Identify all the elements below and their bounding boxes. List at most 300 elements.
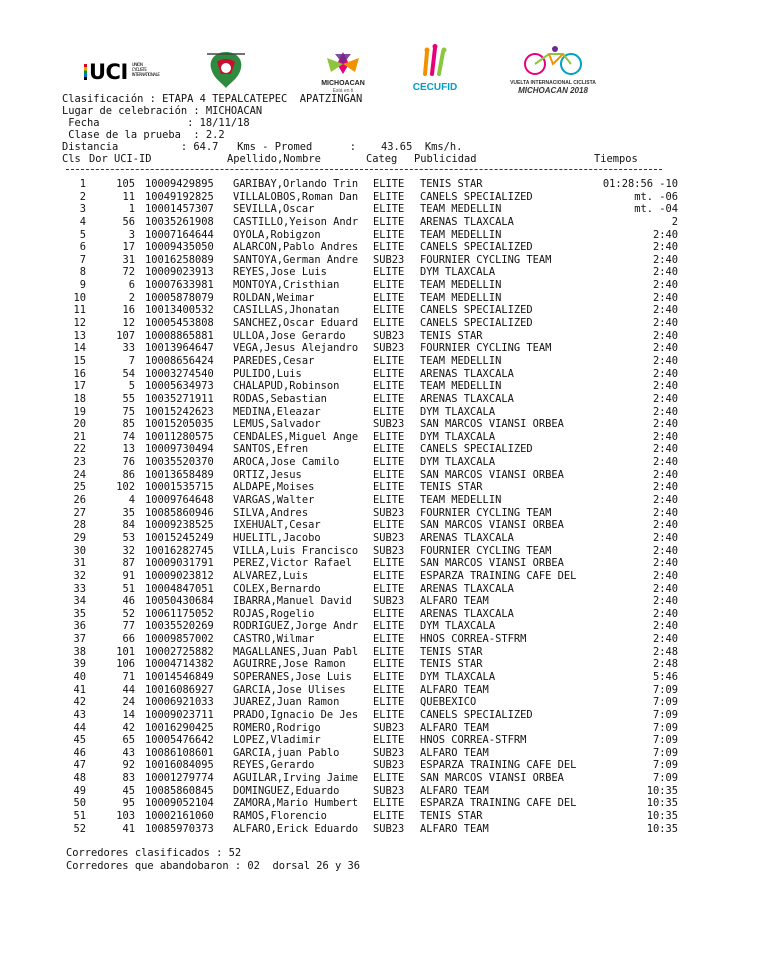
rank-cell: 40	[73, 670, 86, 683]
team-cell: DYM TLAXCALA	[420, 430, 496, 443]
table-row	[0, 178, 768, 191]
category-cell: ELITE	[373, 557, 405, 570]
uci-id-cell: 10004714382	[145, 658, 214, 671]
fmc-logo	[203, 48, 249, 92]
bib-cell: 11	[122, 190, 135, 203]
category-cell: SUB23	[373, 544, 405, 557]
category-cell: SUB23	[373, 784, 405, 797]
table-row	[0, 684, 768, 697]
category-cell: SUB23	[373, 759, 405, 772]
rider-name-cell: LEMUS,Salvador	[233, 418, 321, 431]
table-row	[0, 545, 768, 558]
category-cell: ELITE	[373, 683, 405, 696]
uci-id-cell: 10006921033	[145, 696, 214, 709]
table-row	[0, 658, 768, 671]
table-row	[0, 747, 768, 760]
bib-cell: 13	[122, 443, 135, 456]
table-row	[0, 633, 768, 646]
bib-cell: 74	[122, 430, 135, 443]
team-cell: QUEBEXICO	[420, 696, 477, 709]
team-cell: CANELS SPECIALIZED	[420, 241, 533, 254]
time-cell: 10:35	[646, 797, 678, 810]
category-cell: ELITE	[373, 797, 405, 810]
rider-name-cell: CASTILLO,Yeison Andr	[233, 215, 359, 228]
rank-cell: 49	[73, 784, 86, 797]
table-row	[0, 570, 768, 583]
time-cell: 2:40	[652, 354, 678, 367]
uci-id-cell: 10009031791	[145, 557, 214, 570]
team-cell: ALFARO TEAM	[420, 721, 489, 734]
bib-cell: 31	[122, 253, 135, 266]
rider-name-cell: SOPERANES,Jose Luis	[233, 670, 352, 683]
time-cell: 2:40	[652, 392, 678, 405]
uci-id-cell: 10016290425	[145, 721, 214, 734]
bib-cell: 12	[122, 317, 135, 330]
rider-name-cell: COLEX,Bernardo	[233, 582, 321, 595]
bib-cell: 1	[128, 203, 135, 216]
table-row	[0, 317, 768, 330]
rider-name-cell: SEVILLA,Oscar	[233, 203, 315, 216]
rider-name-cell: ALDAPE,Moises	[233, 481, 315, 494]
table-row	[0, 330, 768, 343]
bib-cell: 72	[122, 266, 135, 279]
time-cell: 2:40	[652, 279, 678, 292]
category-cell: SUB23	[373, 253, 405, 266]
table-row	[0, 229, 768, 242]
rider-name-cell: VILLA,Luis Francisco	[233, 544, 359, 557]
team-cell: TEAM MEDELLIN	[420, 494, 502, 507]
time-cell: 2:40	[652, 557, 678, 570]
bib-cell: 41	[122, 822, 135, 835]
distance-line: Distancia : 64.7 Kms - Promed : 43.65 Kms/h.	[62, 141, 463, 153]
time-cell: 2:40	[652, 481, 678, 494]
date-line: Fecha : 18/11/18	[62, 117, 250, 129]
category-cell: ELITE	[373, 607, 405, 620]
category-cell: ELITE	[373, 291, 405, 304]
time-cell: mt. -04	[634, 203, 678, 216]
team-cell: ARENAS TLAXCALA	[420, 392, 514, 405]
rider-name-cell: MONTOYA,Cristhian	[233, 279, 340, 292]
table-row	[0, 557, 768, 570]
uci-id-cell: 10015245249	[145, 531, 214, 544]
category-cell: SUB23	[373, 506, 405, 519]
rider-name-cell: ORTIZ,Jesus	[233, 468, 302, 481]
rider-name-cell: OYOLA,Robigzon	[233, 228, 321, 241]
uci-id-cell: 10013400532	[145, 304, 214, 317]
time-cell: 10:35	[646, 810, 678, 823]
rank-cell: 1	[79, 178, 86, 190]
category-cell: ELITE	[373, 405, 405, 418]
uci-id-cell: 10016084095	[145, 759, 214, 772]
table-row	[0, 797, 768, 810]
table-row	[0, 342, 768, 355]
team-cell: DYM TLAXCALA	[420, 670, 496, 683]
team-cell: DYM TLAXCALA	[420, 405, 496, 418]
rank-cell: 12	[73, 317, 86, 330]
rider-name-cell: LOPEZ,Vladimir	[233, 734, 321, 747]
uci-id-cell: 10009052104	[145, 797, 214, 810]
time-cell: 7:09	[652, 683, 678, 696]
uci-id-cell: 10035520269	[145, 620, 214, 633]
rider-name-cell: REYES,Jose Luis	[233, 266, 327, 279]
table-row	[0, 583, 768, 596]
classification-title: Clasificación : ETAPA 4 TEPALCATEPEC APATZINGAN	[62, 93, 363, 105]
category-cell: ELITE	[373, 304, 405, 317]
team-cell: TEAM MEDELLIN	[420, 380, 502, 393]
table-row	[0, 304, 768, 317]
bib-cell: 66	[122, 633, 135, 646]
uci-id-cell: 10050430684	[145, 595, 214, 608]
table-row	[0, 191, 768, 204]
rank-cell: 38	[73, 645, 86, 658]
rank-cell: 25	[73, 481, 86, 494]
cecufid-logo: CECUFID	[405, 44, 465, 94]
bib-cell: 42	[122, 721, 135, 734]
uci-id-cell: 10016282745	[145, 544, 214, 557]
uci-id-cell: 10005476642	[145, 734, 214, 747]
team-cell: CANELS SPECIALIZED	[420, 443, 533, 456]
rank-cell: 7	[79, 253, 86, 266]
uci-id-cell: 10001535715	[145, 481, 214, 494]
time-cell: 2:40	[652, 456, 678, 469]
rider-name-cell: GARCIA,Jose Ulises	[233, 683, 346, 696]
category-cell: ELITE	[373, 392, 405, 405]
uci-id-cell: 10002725882	[145, 645, 214, 658]
rider-name-cell: GARCIA,juan Pablo	[233, 746, 340, 759]
uci-id-cell: 10009730494	[145, 443, 214, 456]
category-cell: SUB23	[373, 531, 405, 544]
uci-id-cell: 10004847051	[145, 582, 214, 595]
time-cell: 2:40	[652, 531, 678, 544]
time-cell: 2	[671, 215, 678, 228]
category-cell: ELITE	[373, 519, 405, 532]
rider-name-cell: AROCA,Jose Camilo	[233, 456, 340, 469]
uci-id-cell: 10009023913	[145, 266, 214, 279]
bib-cell: 54	[122, 367, 135, 380]
table-row	[0, 406, 768, 419]
rank-cell: 10	[73, 291, 86, 304]
col-times: Tiempos	[594, 153, 638, 165]
uci-id-cell: 10009764648	[145, 494, 214, 507]
bib-cell: 77	[122, 620, 135, 633]
time-cell: 2:40	[652, 241, 678, 254]
team-cell: ARENAS TLAXCALA	[420, 367, 514, 380]
time-cell: 2:40	[652, 595, 678, 608]
rank-cell: 47	[73, 759, 86, 772]
team-cell: SAN MARCOS VIANSI ORBEA	[420, 557, 564, 570]
category-cell: ELITE	[373, 696, 405, 709]
category-cell: ELITE	[373, 190, 405, 203]
rank-cell: 13	[73, 329, 86, 342]
time-cell: 2:40	[652, 418, 678, 431]
table-row	[0, 494, 768, 507]
rank-cell: 14	[73, 342, 86, 355]
rank-cell: 16	[73, 367, 86, 380]
table-row	[0, 810, 768, 823]
bib-cell: 102	[116, 481, 135, 494]
category-cell: ELITE	[373, 215, 405, 228]
rider-name-cell: ROMERO,Rodrigo	[233, 721, 321, 734]
team-cell: CANELS SPECIALIZED	[420, 317, 533, 330]
bib-cell: 71	[122, 670, 135, 683]
bib-cell: 5	[128, 380, 135, 393]
category-cell: ELITE	[373, 734, 405, 747]
category-cell: ELITE	[373, 810, 405, 823]
time-cell: 2:40	[652, 291, 678, 304]
table-row	[0, 671, 768, 684]
table-row	[0, 368, 768, 381]
team-cell: ALFARO TEAM	[420, 822, 489, 835]
category-cell: ELITE	[373, 645, 405, 658]
uci-id-cell: 10085860845	[145, 784, 214, 797]
rider-name-cell: ALARCON,Pablo Andres	[233, 241, 359, 254]
uci-id-cell: 10013658489	[145, 468, 214, 481]
uci-id-cell: 10005453808	[145, 317, 214, 330]
bib-cell: 86	[122, 468, 135, 481]
rider-name-cell: SANTOS,Efren	[233, 443, 309, 456]
table-row	[0, 709, 768, 722]
table-row	[0, 608, 768, 621]
uci-logo: UCI UNION CYCLISTE INTERNATIONALE	[84, 60, 154, 84]
uci-id-cell: 10005878079	[145, 291, 214, 304]
time-cell: 2:40	[652, 253, 678, 266]
rank-cell: 51	[73, 810, 86, 823]
bib-cell: 32	[122, 544, 135, 557]
abandoned-riders: Corredores que abandobaron : 02 dorsal 26 y 36	[66, 860, 361, 872]
team-cell: FOURNIER CYCLING TEAM	[420, 253, 552, 266]
category-cell: ELITE	[373, 367, 405, 380]
team-cell: ARENAS TLAXCALA	[420, 582, 514, 595]
time-cell: 10:35	[646, 784, 678, 797]
time-cell: 7:09	[652, 759, 678, 772]
rider-name-cell: CENDALES,Miguel Ange	[233, 430, 359, 443]
team-cell: DYM TLAXCALA	[420, 456, 496, 469]
rider-name-cell: MAGALLANES,Juan Pabl	[233, 645, 359, 658]
table-row	[0, 696, 768, 709]
rank-cell: 52	[73, 822, 86, 835]
time-cell: mt. -06	[634, 190, 678, 203]
time-cell: 7:09	[652, 708, 678, 721]
team-cell: TEAM MEDELLIN	[420, 228, 502, 241]
team-cell: ALFARO TEAM	[420, 784, 489, 797]
time-cell: 2:40	[652, 544, 678, 557]
team-cell: FOURNIER CYCLING TEAM	[420, 544, 552, 557]
uci-id-cell: 10011280575	[145, 430, 214, 443]
table-row	[0, 772, 768, 785]
bib-cell: 4	[128, 494, 135, 507]
table-row	[0, 266, 768, 279]
venue-line: Lugar de celebración : MICHOACAN	[62, 105, 263, 117]
bib-cell: 105	[116, 178, 135, 190]
bib-cell: 2	[128, 291, 135, 304]
time-cell: 2:40	[652, 317, 678, 330]
table-row	[0, 785, 768, 798]
rank-cell: 28	[73, 519, 86, 532]
uci-id-cell: 10085970373	[145, 822, 214, 835]
category-cell: ELITE	[373, 317, 405, 330]
uci-id-cell: 10009857002	[145, 633, 214, 646]
team-cell: DYM TLAXCALA	[420, 266, 496, 279]
rider-name-cell: VARGAS,Walter	[233, 494, 315, 507]
rank-cell: 50	[73, 797, 86, 810]
table-row	[0, 380, 768, 393]
team-cell: ESPARZA TRAINING CAFE DEL	[420, 759, 577, 772]
uci-id-cell: 10003274540	[145, 367, 214, 380]
rank-cell: 39	[73, 658, 86, 671]
team-cell: FOURNIER CYCLING TEAM	[420, 506, 552, 519]
uci-id-cell: 10035261908	[145, 215, 214, 228]
rider-name-cell: JUAREZ,Juan Ramon	[233, 696, 340, 709]
rider-name-cell: ROLDAN,Weimar	[233, 291, 315, 304]
table-row	[0, 456, 768, 469]
team-cell: DYM TLAXCALA	[420, 620, 496, 633]
category-cell: ELITE	[373, 569, 405, 582]
col-uci-id: UCI-ID	[114, 153, 152, 165]
rider-name-cell: DOMINGUEZ,Eduardo	[233, 784, 340, 797]
team-cell: CANELS SPECIALIZED	[420, 304, 533, 317]
rider-name-cell: REYES,Gerardo	[233, 759, 315, 772]
uci-id-cell: 10086108601	[145, 746, 214, 759]
time-cell: 2:40	[652, 405, 678, 418]
bib-cell: 106	[116, 658, 135, 671]
time-cell: 2:40	[652, 380, 678, 393]
rank-cell: 22	[73, 443, 86, 456]
team-cell: ALFARO TEAM	[420, 746, 489, 759]
uci-id-cell: 10035520370	[145, 456, 214, 469]
time-cell: 7:09	[652, 696, 678, 709]
race-class-line: Clase de la prueba : 2.2	[62, 129, 225, 141]
team-cell: TENIS STAR	[420, 329, 483, 342]
category-cell: SUB23	[373, 595, 405, 608]
rider-name-cell: ZAMORA,Mario Humbert	[233, 797, 359, 810]
rider-name-cell: ALFARO,Erick Eduardo	[233, 822, 359, 835]
time-cell: 2:40	[652, 569, 678, 582]
category-cell: ELITE	[373, 380, 405, 393]
uci-id-cell: 10009238525	[145, 519, 214, 532]
rider-name-cell: IBARRA,Manuel David	[233, 595, 352, 608]
team-cell: TENIS STAR	[420, 810, 483, 823]
category-cell: ELITE	[373, 772, 405, 785]
bib-cell: 85	[122, 418, 135, 431]
rider-name-cell: ALVAREZ,Luis	[233, 569, 309, 582]
rank-cell: 33	[73, 582, 86, 595]
table-row	[0, 507, 768, 520]
rank-cell: 19	[73, 405, 86, 418]
table-row	[0, 519, 768, 532]
category-cell: SUB23	[373, 418, 405, 431]
rider-name-cell: IXEHUALT,Cesar	[233, 519, 321, 532]
table-row	[0, 443, 768, 456]
uci-id-cell: 10009435050	[145, 241, 214, 254]
rank-cell: 18	[73, 392, 86, 405]
rank-cell: 45	[73, 734, 86, 747]
uci-id-cell: 10009023711	[145, 708, 214, 721]
category-cell: ELITE	[373, 494, 405, 507]
uci-id-cell: 10016086927	[145, 683, 214, 696]
bib-cell: 44	[122, 683, 135, 696]
category-cell: ELITE	[373, 203, 405, 216]
rider-name-cell: HUELITL,Jacobo	[233, 531, 321, 544]
rider-name-cell: RODRIGUEZ,Jorge Andr	[233, 620, 359, 633]
col-name: Apellido,Nombre	[227, 153, 321, 165]
rank-cell: 23	[73, 456, 86, 469]
table-row	[0, 481, 768, 494]
col-cls: Cls	[62, 153, 81, 165]
table-row	[0, 418, 768, 431]
bib-cell: 17	[122, 241, 135, 254]
uci-id-cell: 10016258089	[145, 253, 214, 266]
rider-name-cell: VEGA,Jesus Alejandro	[233, 342, 359, 355]
bib-cell: 84	[122, 519, 135, 532]
bib-cell: 75	[122, 405, 135, 418]
rider-name-cell: AGUIRRE,Jose Ramon	[233, 658, 346, 671]
team-cell: ARENAS TLAXCALA	[420, 607, 514, 620]
table-row	[0, 216, 768, 229]
rank-cell: 3	[79, 203, 86, 216]
bib-cell: 87	[122, 557, 135, 570]
rank-cell: 26	[73, 494, 86, 507]
team-cell: CANELS SPECIALIZED	[420, 190, 533, 203]
uci-id-cell: 10002161060	[145, 810, 214, 823]
rank-cell: 24	[73, 468, 86, 481]
category-cell: SUB23	[373, 746, 405, 759]
uci-id-cell: 10035271911	[145, 392, 214, 405]
table-row	[0, 734, 768, 747]
rider-name-cell: PRADO,Ignacio De Jes	[233, 708, 359, 721]
uci-id-cell: 10013964647	[145, 342, 214, 355]
bib-cell: 76	[122, 456, 135, 469]
team-cell: HNOS CORREA-STFRM	[420, 734, 527, 747]
rank-cell: 32	[73, 569, 86, 582]
time-cell: 2:40	[652, 633, 678, 646]
rank-cell: 44	[73, 721, 86, 734]
bib-cell: 3	[128, 228, 135, 241]
rider-name-cell: MEDINA,Eleazar	[233, 405, 321, 418]
rank-cell: 11	[73, 304, 86, 317]
rank-cell: 27	[73, 506, 86, 519]
time-cell: 01:28:56 -10	[602, 178, 678, 190]
bib-cell: 103	[116, 810, 135, 823]
bib-cell: 51	[122, 582, 135, 595]
table-row	[0, 431, 768, 444]
bib-cell: 101	[116, 645, 135, 658]
time-cell: 7:09	[652, 772, 678, 785]
category-cell: SUB23	[373, 342, 405, 355]
bib-cell: 46	[122, 595, 135, 608]
time-cell: 2:40	[652, 304, 678, 317]
rank-cell: 8	[79, 266, 86, 279]
rank-cell: 48	[73, 772, 86, 785]
rank-cell: 21	[73, 430, 86, 443]
time-cell: 5:46	[652, 670, 678, 683]
time-cell: 2:40	[652, 367, 678, 380]
header-separator	[66, 169, 662, 170]
rider-name-cell: ULLOA,Jose Gerardo	[233, 329, 346, 342]
category-cell: ELITE	[373, 266, 405, 279]
rank-cell: 43	[73, 708, 86, 721]
team-cell: TENIS STAR	[420, 481, 483, 494]
bib-cell: 35	[122, 506, 135, 519]
category-cell: ELITE	[373, 708, 405, 721]
col-dor: Dor	[89, 153, 108, 165]
category-cell: ELITE	[373, 468, 405, 481]
team-cell: TENIS STAR	[420, 658, 483, 671]
team-cell: SAN MARCOS VIANSI ORBEA	[420, 418, 564, 431]
bib-cell: 53	[122, 531, 135, 544]
team-cell: SAN MARCOS VIANSI ORBEA	[420, 772, 564, 785]
time-cell: 2:40	[652, 506, 678, 519]
team-cell: ARENAS TLAXCALA	[420, 215, 514, 228]
